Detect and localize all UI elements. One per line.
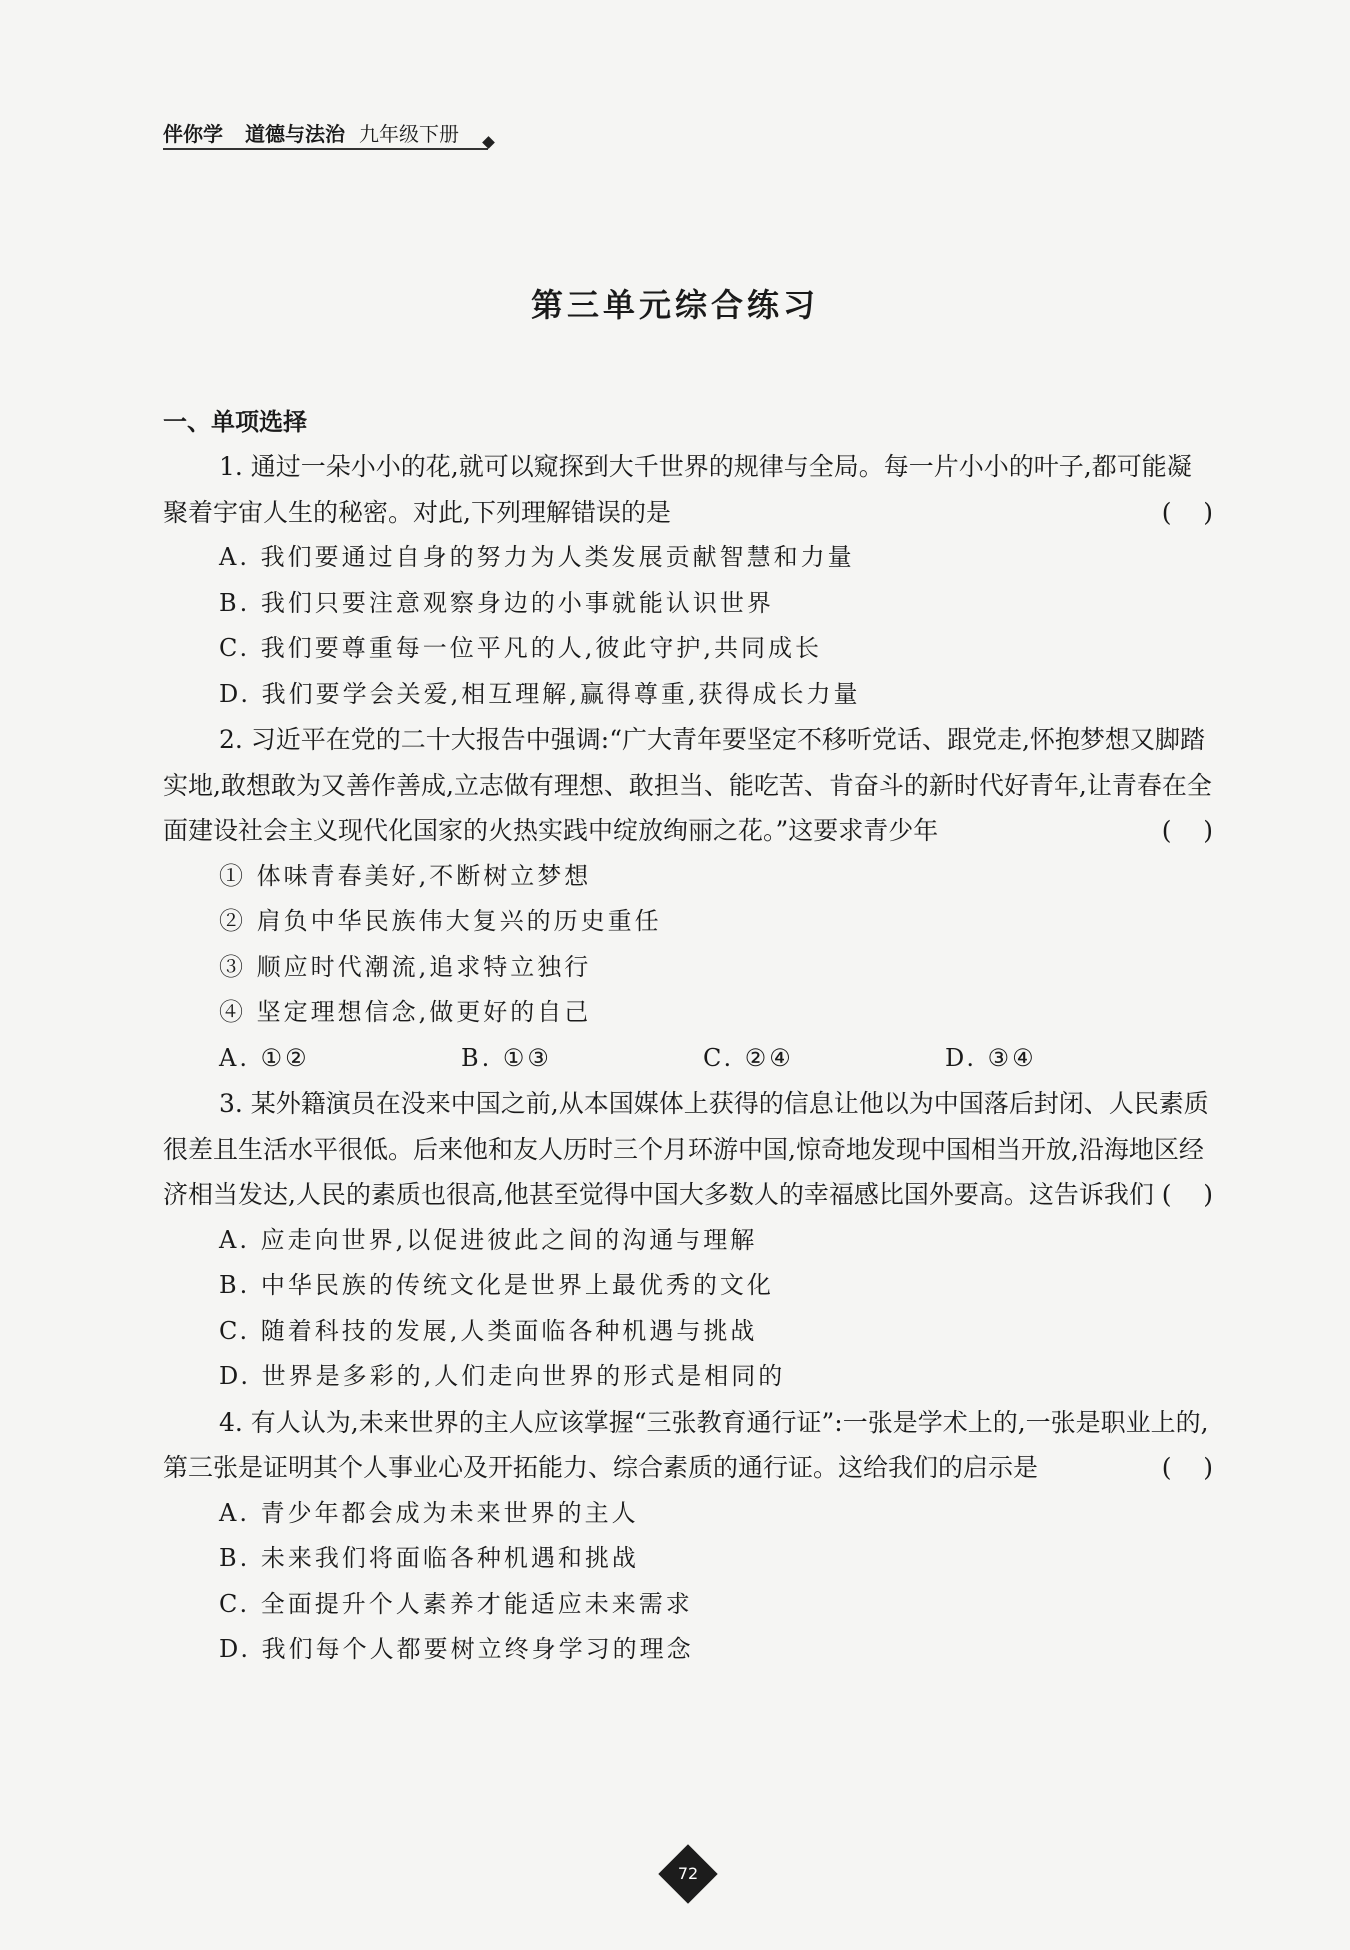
question-3-option-a: A. 应走向世界,以促进彼此之间的沟通与理解 [219, 1225, 758, 1254]
question-3-option-d: D. 世界是多彩的,人们走向世界的形式是相同的 [219, 1362, 786, 1390]
answer-blank: ( ) [1161, 816, 1213, 845]
question-4-stem [163, 1400, 1213, 1491]
question-2-options [219, 1036, 1213, 1082]
question-3-option-b: B. 中华民族的传统文化是世界上最优秀的文化 [219, 1271, 774, 1299]
question-3-text: 3. 某外籍演员在没来中国之前,从本国媒体上获得的信息让他以为中国落后封闭、人民素质很差且生活水平很低。后来他和友人历时三个月环游中国,惊奇地发现中国相当开放,沿海地区经济相当发达,人民的素质也很高,他甚至觉得中国大多数人的幸福感比国外要高。这告诉我们 [163, 1089, 1209, 1209]
question-2-option-d: D. ③④ [945, 1043, 1037, 1072]
question-4-option-c: C. 全面提升个人素养才能适应未来需求 [219, 1589, 693, 1618]
header-subject: 道德与法治 [245, 122, 345, 146]
question-2-statement-2: ② 肩负中华民族伟大复兴的历史重任 [219, 907, 662, 935]
question-4-option-d: D. 我们每个人都要树立终身学习的理念 [219, 1635, 694, 1663]
answer-blank: ( ) [1161, 1453, 1213, 1482]
question-4-option-a: A. 青少年都会成为未来世界的主人 [219, 1498, 639, 1527]
header-rule [163, 148, 488, 150]
question-2-statement-4: ④ 坚定理想信念,做更好的自己 [219, 998, 592, 1026]
question-2-text: 2. 习近平在党的二十大报告中强调:“广大青年要坚定不移听党话、跟党走,怀抱梦想又脚踏实地,敢想敢为又善作善成,立志做有理想、敢担当、能吃苦、肯奋斗的新时代好青年,让青春在全面建设社会主义现代化国家的火热实践中绽放绚丽之花。”这要求青少年 [163, 725, 1212, 845]
answer-blank: ( ) [1161, 1180, 1213, 1209]
question-2-statement-1: ① 体味青春美好,不断树立梦想 [219, 861, 592, 890]
diamond-icon [482, 136, 495, 149]
question-3-stem [163, 1081, 1213, 1218]
question-2-stem [163, 717, 1213, 854]
question-3-option-c: C. 随着科技的发展,人类面临各种机遇与挑战 [219, 1316, 758, 1345]
exercise-content [163, 400, 1213, 1673]
page-title: 第三单元综合练习 [530, 286, 819, 324]
section-heading: 一、单项选择 [163, 408, 307, 436]
header-grade: 九年级下册 [359, 122, 459, 146]
question-1-option-d: D. 我们要学会关爱,相互理解,赢得尊重,获得成长力量 [219, 679, 861, 708]
question-1-option-c: C. 我们要尊重每一位平凡的人,彼此守护,共同成长 [219, 634, 823, 662]
question-2-option-c: C. ②④ [703, 1043, 794, 1072]
question-2-statement-3: ③ 顺应时代潮流,追求特立独行 [219, 952, 592, 981]
question-1-option-b: B. 我们只要注意观察身边的小事就能认识世界 [219, 588, 774, 617]
question-2-option-b: B. ①③ [461, 1043, 552, 1072]
page-number: 72 [677, 1864, 699, 1883]
question-1-option-a: A. 我们要通过自身的努力为人类发展贡献智慧和力量 [219, 543, 855, 571]
question-1-stem [163, 444, 1213, 535]
header-series: 伴你学 [163, 122, 223, 146]
running-header [163, 118, 459, 147]
question-1-text: 1. 通过一朵小小的花,就可以窥探到大千世界的规律与全局。每一片小小的叶子,都可能凝聚着宇宙人生的秘密。对此,下列理解错误的是 [163, 452, 1192, 527]
question-4-option-b: B. 未来我们将面临各种机遇和挑战 [219, 1544, 639, 1572]
question-4-text: 4. 有人认为,未来世界的主人应该掌握“三张教育通行证”:一张是学术上的,一张是职业上的,第三张是证明其个人事业心及开拓能力、综合素质的通行证。这给我们的启示是 [163, 1407, 1209, 1482]
answer-blank: ( ) [1161, 497, 1213, 527]
question-2-option-a: A. ①② [219, 1043, 310, 1072]
